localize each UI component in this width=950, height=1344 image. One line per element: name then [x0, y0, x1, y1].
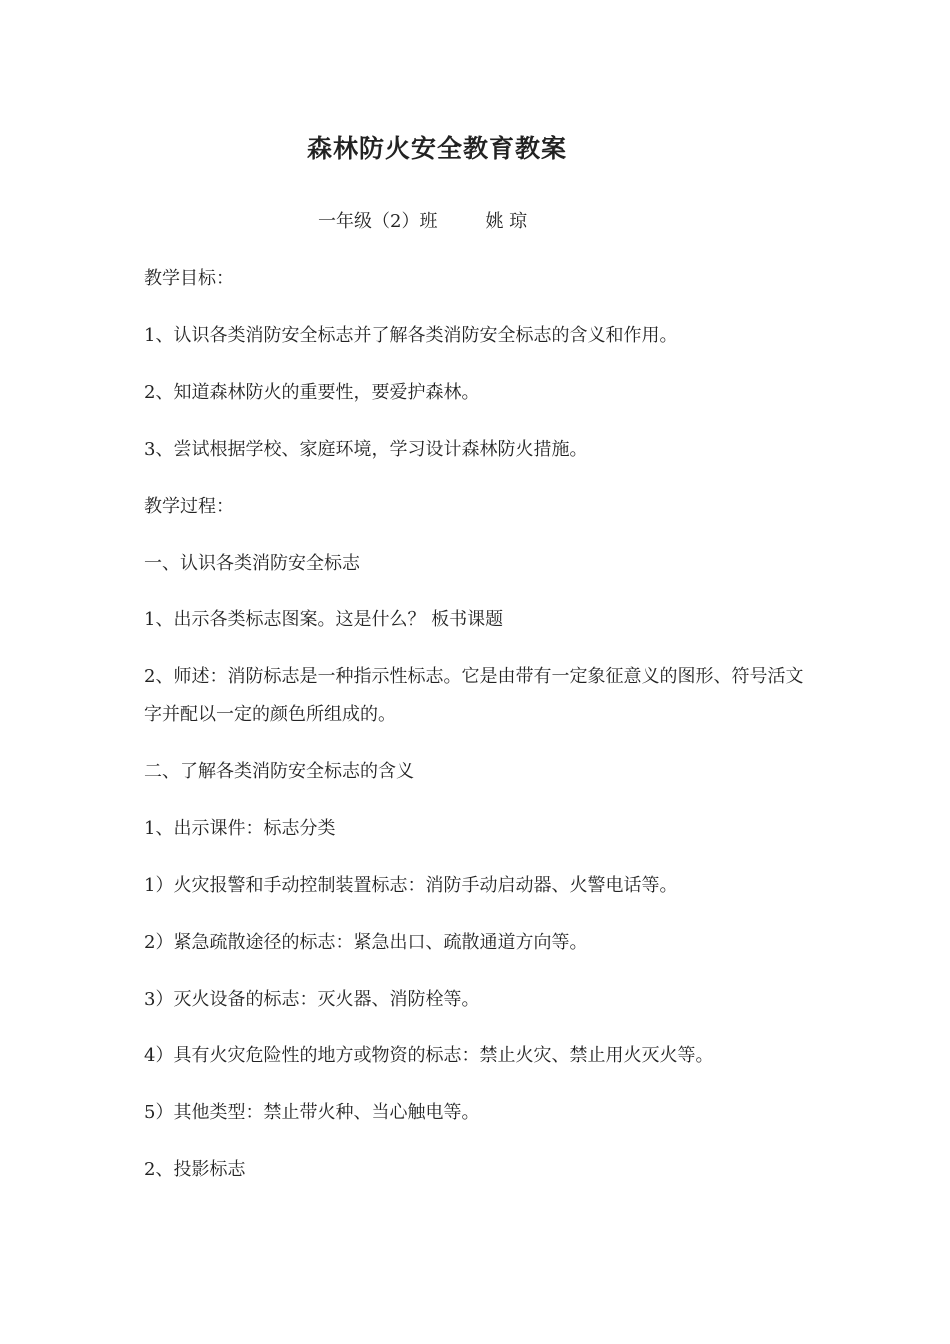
process-heading: 二、了解各类消防安全标志的含义 — [144, 761, 414, 782]
process-paragraph: 2、师述：消防标志是一种指示性标志。它是由带有一定象征意义的图形、符号活文字并配以一定的颜色所组成的。 — [144, 666, 804, 725]
objective-item: 3、尝试根据学校、家庭环境，学习设计森林防火措施。 — [144, 439, 588, 460]
category-item: 3）灭火设备的标志：灭火器、消防栓等。 — [144, 989, 480, 1010]
objective-item: 2、知道森林防火的重要性，要爱护森林。 — [144, 382, 480, 403]
teacher-name: 姚 琼 — [485, 211, 528, 232]
category-item: 1）火灾报警和手动控制装置标志：消防手动启动器、火警电话等。 — [144, 875, 678, 896]
process-item: 2、投影标志 — [144, 1159, 246, 1180]
category-item: 2）紧急疏散途径的标志：紧急出口、疏散通道方向等。 — [144, 932, 588, 953]
process-item: 1、出示课件：标志分类 — [144, 818, 336, 839]
process-heading: 一、认识各类消防安全标志 — [144, 553, 360, 574]
section-heading-objectives: 教学目标： — [144, 268, 234, 289]
byline — [318, 208, 527, 236]
class-name: 一年级（2）班 — [318, 211, 438, 232]
section-heading-process: 教学过程： — [144, 496, 234, 517]
document-title: 森林防火安全教育教案 — [306, 134, 567, 163]
category-item: 4）具有火灾危险性的地方或物资的标志：禁止火灾、禁止用火灭火等。 — [144, 1045, 714, 1066]
objective-item: 1、认识各类消防安全标志并了解各类消防安全标志的含义和作用。 — [144, 325, 678, 346]
category-item: 5）其他类型：禁止带火种、当心触电等。 — [144, 1102, 480, 1123]
process-item: 1、出示各类标志图案。这是什么？ 板书课题 — [144, 609, 504, 630]
